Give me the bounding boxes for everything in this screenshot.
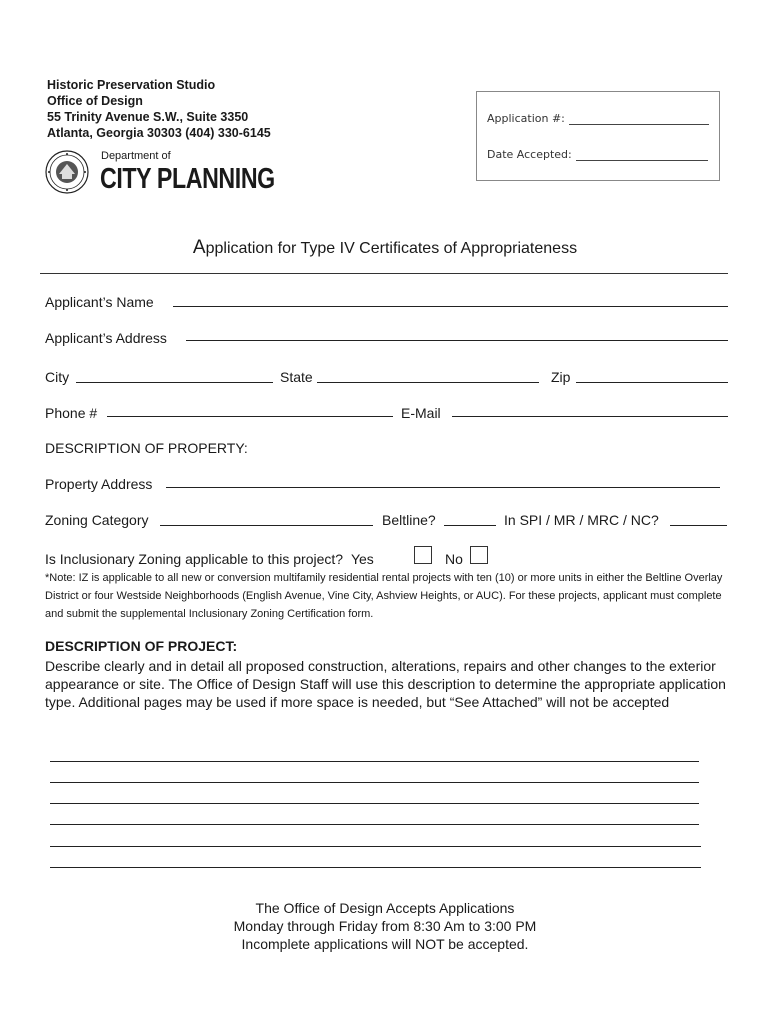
state-label: State <box>280 369 313 385</box>
email-field[interactable] <box>452 416 728 417</box>
project-instructions: Describe clearly and in detail all proposed construction, alterations, repairs and other changes to the exterior appearance or site. The Office of Design Staff will use this description to determine the appropriate application type. Additional pages may be used if more space is needed, but “See Attached” will not be accepted <box>45 658 726 710</box>
property-section-heading: DESCRIPTION OF PROPERTY: <box>45 440 248 456</box>
iz-yes-label: Yes <box>350 551 374 567</box>
phone-label: Phone # <box>45 405 98 421</box>
date-accepted-label: Date Accepted: <box>487 148 572 161</box>
city-planning-logo-text: CITY PLANNING <box>100 163 275 195</box>
office-address <box>47 77 271 141</box>
office-hours-notice <box>0 899 770 953</box>
project-description-line[interactable] <box>50 803 699 804</box>
date-accepted-field[interactable] <box>576 150 708 161</box>
zip-field[interactable] <box>576 382 728 383</box>
spi-label: In SPI / MR / MRC / NC? <box>504 512 659 528</box>
beltline-field[interactable] <box>444 525 496 526</box>
property-address-field[interactable] <box>166 487 720 488</box>
applicant-address-field[interactable] <box>186 340 728 341</box>
form-title: Application for Type IV Certificates of Appropriateness <box>192 237 578 258</box>
project-description-line[interactable] <box>50 824 699 825</box>
footer-line: Monday through Friday from 8:30 Am to 3:00 PM <box>233 918 537 934</box>
beltline-label: Beltline? <box>382 512 436 528</box>
phone-field[interactable] <box>107 416 393 417</box>
project-description-line[interactable] <box>50 761 699 762</box>
date-accepted-row <box>487 148 708 161</box>
iz-question: Is Inclusionary Zoning applicable to this project? Yes <box>45 551 374 567</box>
applicant-address-label: Applicant’s Address <box>45 330 167 346</box>
state-field[interactable] <box>317 382 539 383</box>
department-label: Department of <box>101 150 171 162</box>
address-line: Historic Preservation Studio <box>47 78 216 92</box>
footer-line: The Office of Design Accepts Applications <box>255 900 515 916</box>
address-line: Office of Design <box>47 94 143 108</box>
iz-no-label: No <box>445 551 463 567</box>
office-use-box <box>476 91 720 181</box>
application-number-field[interactable] <box>569 114 709 125</box>
applicant-name-label: Applicant’s Name <box>45 294 154 310</box>
project-description-line[interactable] <box>50 867 701 868</box>
zoning-category-field[interactable] <box>160 525 373 526</box>
zoning-category-label: Zoning Category <box>45 512 149 528</box>
project-description-line[interactable] <box>50 846 701 847</box>
project-description-line[interactable] <box>50 782 699 783</box>
iz-note: *Note: IZ is applicable to all new or conversion multifamily residential rental projects with ten (10) or more units in either the Beltline Overlay District or four Westside Neighborhoods (English Avenue, Vine City, Ashview Heights, or AUC). For these projects, applicant must complete and submit the supplemental Inclusionary Zoning Certification form. <box>45 572 723 620</box>
city-field[interactable] <box>76 382 273 383</box>
application-number-row <box>487 112 709 125</box>
iz-no-checkbox[interactable] <box>470 546 488 564</box>
email-label: E-Mail <box>401 405 441 421</box>
application-number-label: Application #: <box>487 112 565 125</box>
footer-line: Incomplete applications will NOT be accepted. <box>241 936 529 952</box>
city-seal-icon <box>45 150 89 194</box>
property-address-label: Property Address <box>45 476 153 492</box>
address-line: Atlanta, Georgia 30303 (404) 330-6145 <box>47 126 271 140</box>
address-line: 55 Trinity Avenue S.W., Suite 3350 <box>47 110 249 124</box>
title-divider <box>40 273 728 274</box>
spi-field[interactable] <box>670 525 727 526</box>
applicant-name-field[interactable] <box>173 306 728 307</box>
project-section-heading: DESCRIPTION OF PROJECT: <box>45 638 238 654</box>
iz-yes-checkbox[interactable] <box>414 546 432 564</box>
zip-label: Zip <box>551 369 571 385</box>
city-label: City <box>45 369 70 385</box>
